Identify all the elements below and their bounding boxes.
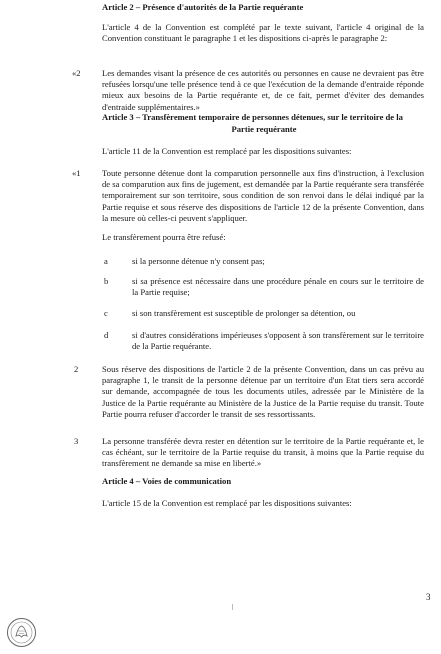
article-2-paragraph: Les demandes visant la présence de ces autorités ou personnes en cause ne devraient pas être refusées lorsqu'une telle présence tend à ce que l'exécution de la demande d'entraide réponde mieux aux besoins de la Partie requérante et, de ce fait, permet d'éviter des demandes d'entraide supplémentaires.»	[102, 68, 424, 112]
article-4-heading: Article 4 – Voies de communication	[102, 476, 232, 486]
article-3-heading-line2: Partie requérante	[231, 124, 297, 134]
list-item-b: si sa présence est nécessaire dans une procédure pénale en cours sur le territoire de la Partie requise;	[132, 276, 424, 298]
list-item-c: si son transfèrement est susceptible de prolonger sa détention, ou	[132, 308, 356, 318]
list-item-a-marker: a	[104, 256, 108, 266]
list-item-a: si la personne détenue n'y consent pas;	[132, 256, 265, 266]
article-3-paragraph-3-marker: 3	[74, 436, 79, 446]
article-3-paragraph-3: La personne transférée devra rester en détention sur le territoire de la Partie requérante et, le cas échéant, sur le territoire de la Partie requise du transit, à moins que la Partie requise du transfèrement ne demande sa mise en liberté.»	[102, 436, 424, 469]
article-2-heading: Article 2 – Présence d'autorités de la Partie requérante	[102, 2, 304, 12]
article-3-heading-line1: Article 3 – Transfèrement temporaire de personnes détenues, sur le territoire de la	[102, 112, 403, 122]
scan-mark	[232, 604, 233, 610]
list-item-d-marker: d	[104, 330, 109, 340]
article-3-paragraph-1-marker: «1	[72, 168, 81, 178]
seal-stamp-icon	[6, 617, 37, 648]
list-item-c-marker: c	[104, 308, 108, 318]
article-4-intro: L'article 15 de la Convention est remplacé par les dispositions suivantes:	[102, 498, 352, 508]
article-3-paragraph-1: Toute personne détenue dont la comparution personnelle aux fins d'instruction, à l'exclusion de sa comparution aux fins de jugement, est demandée par la Partie requérante sera transférée temporairement sur son territoire, sous condition de son renvoi dans le délai indiqué par la Partie requise et sous réserve des dispositions de l'article 12 de la présente Convention, dans la mesure où celles-ci peuvent s'appliquer.	[102, 168, 424, 223]
article-2-paragraph-marker: «2	[72, 68, 81, 78]
refusal-intro: Le transfèrement pourra être refusé:	[102, 232, 226, 242]
page-number: 3	[426, 592, 431, 602]
article-3-paragraph-2-marker: 2	[74, 364, 79, 374]
article-2-intro: L'article 4 de la Convention est complété par le texte suivant, l'article 4 original de la Convention constituant le paragraphe 1 et les dispositions ci-après le paragraphe 2:	[102, 22, 424, 44]
list-item-d: si d'autres considérations impérieuses s'opposent à son transfèrement sur le territoire de la Partie requérante.	[132, 330, 424, 352]
article-3-paragraph-2: Sous réserve des dispositions de l'article 2 de la présente Convention, dans un cas prévu au paragraphe 1, le transit de la personne détenue par un territoire d'un Etat tiers sera accordé sur demande, accompagnée de tous les documents utiles, adressée par le Ministère de la Justice de la Partie requérante au Ministère de la Justice de la Partie requise du transit. Toute Partie pourra refuser d'accorder le transit de ses ressortissants.	[102, 364, 424, 419]
list-item-b-marker: b	[104, 276, 109, 286]
article-3-intro: L'article 11 de la Convention est remplacé par les dispositions suivantes:	[102, 146, 352, 156]
